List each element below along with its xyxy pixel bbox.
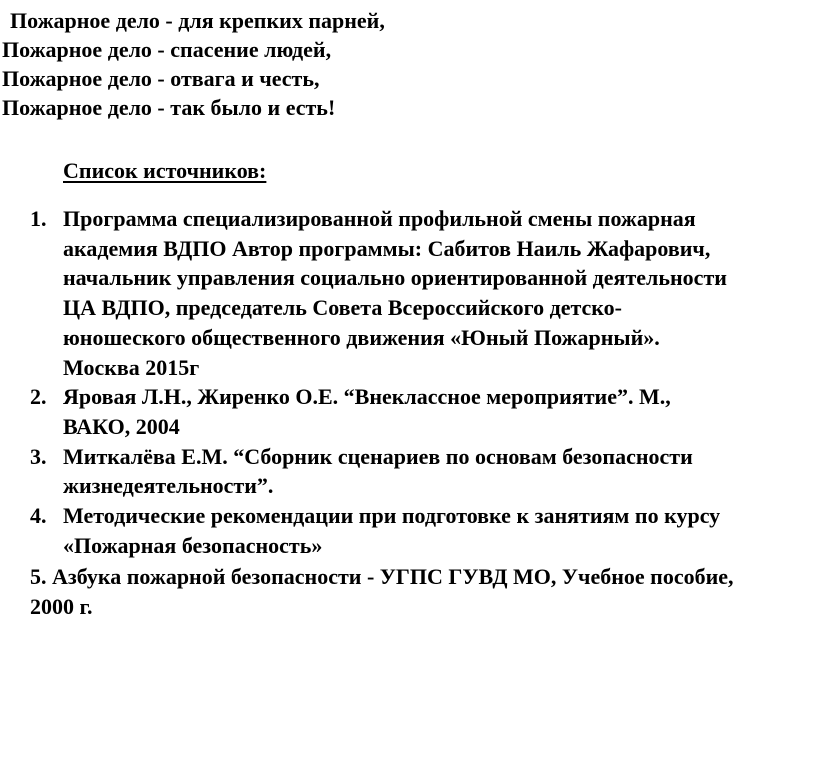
source-text-line: Москва 2015г	[63, 354, 200, 380]
poem-line: Пожарное дело - так было и есть!	[2, 95, 336, 120]
source-item	[0, 204, 816, 382]
source-text-line: юношеского общественного движения «Юный Пожарный».	[63, 324, 660, 350]
source-item	[0, 382, 816, 441]
poem-line: Пожарное дело - для крепких парней,	[10, 8, 385, 33]
source-text-line: 5. Азбука пожарной безопасности - УГПС ГУВД МО, Учебное пособие,	[30, 564, 734, 589]
source-text-line: «Пожарная безопасность»	[63, 532, 323, 558]
source-text-line: академия ВДПО Автор программы: Сабитов Наиль Жафарович,	[63, 235, 711, 261]
source-text-line: Миткалёва Е.М. “Сборник сценариев по основам безопасности	[63, 443, 693, 469]
poem-block	[2, 6, 385, 122]
source-number: 1.	[30, 206, 47, 231]
poem-line: Пожарное дело - спасение людей,	[2, 37, 332, 62]
source-number: 4.	[30, 503, 47, 529]
sources-list	[0, 204, 816, 560]
source-item	[0, 442, 816, 501]
poem-line: Пожарное дело - отвага и честь,	[2, 66, 320, 91]
source-text-line: ЦА ВДПО, председатель Совета Всероссийского детско-	[63, 295, 623, 321]
extra-source-item	[30, 562, 734, 622]
source-text-line: Программа специализированной профильной смены пожарная	[63, 206, 696, 231]
source-text-line: ВАКО, 2004	[63, 413, 180, 439]
source-number: 3.	[30, 443, 47, 469]
source-item	[0, 501, 816, 560]
source-text-line: Яровая Л.Н., Жиренко О.Е. “Внеклассное мероприятие”. М.,	[63, 384, 671, 410]
source-number: 2.	[30, 384, 47, 410]
sources-heading: Список источников:	[63, 158, 267, 183]
source-text-line: Методические рекомендации при подготовке к занятиям по курсу	[63, 503, 721, 529]
source-text-line: 2000 г.	[30, 594, 93, 619]
source-text-line: начальник управления социально ориентированной деятельности	[63, 265, 727, 291]
source-text-line: жизнедеятельности”.	[63, 473, 274, 499]
